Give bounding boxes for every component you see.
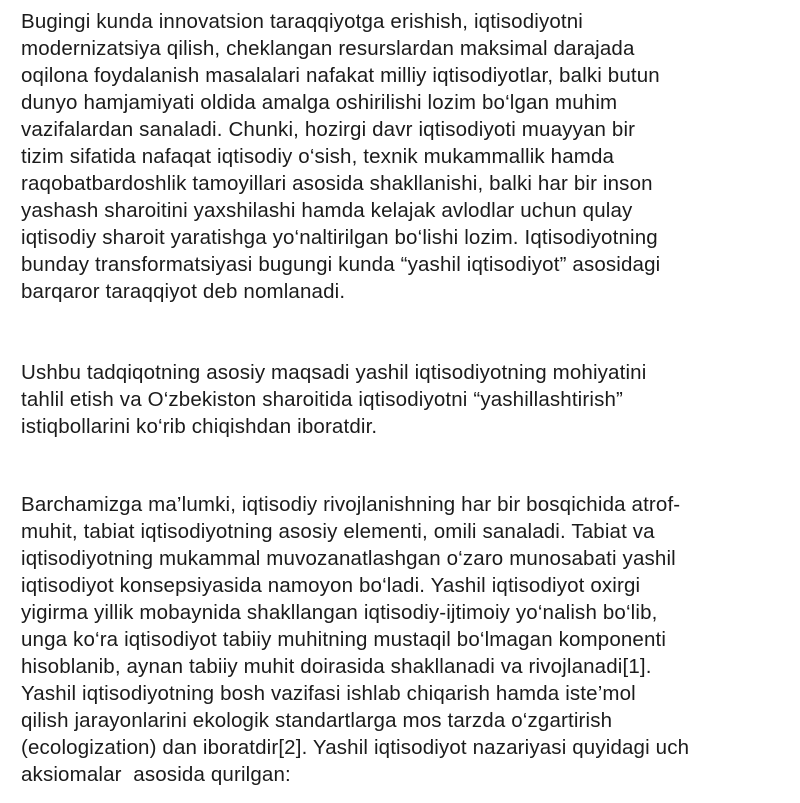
text-line: hisoblanib, aynan tabiiy muhit doirasida shakllanadi va rivojlanadi[1].: [21, 655, 652, 678]
text-line: iqtisodiyotning mukammal muvozanatlashgan o‘zaro munosabati yashil: [21, 547, 676, 570]
text-line: yigirma yillik mobaynida shakllangan iqtisodiy-ijtimoiy yo‘nalish bo‘lib,: [21, 601, 658, 624]
text-line: qilish jarayonlarini ekologik standartlarga mos tarzda o‘zgartirish: [21, 709, 613, 732]
text-line: muhit, tabiat iqtisodiyotning asosiy elementi, omili sanaladi. Tabiat va: [21, 520, 655, 543]
text-line: barqaror taraqqiyot deb nomlanadi.: [21, 280, 346, 303]
text-line: (ecologization) dan iboratdir[2]. Yashil iqtisodiyot nazariyasi quyidagi uch: [21, 736, 690, 759]
text-line: tizim sifatida nafaqat iqtisodiy o‘sish, texnik mukammallik hamda: [21, 145, 615, 168]
text-line: bunday transformatsiyasi bugungi kunda “yashil iqtisodiyot” asosidagi: [21, 253, 661, 276]
text-line: yashash sharoitini yaxshilashi hamda kelajak avlodlar uchun qulay: [21, 199, 633, 222]
text-line: oqilona foydalanish masalalari nafakat milliy iqtisodiyotlar, balki butun: [21, 64, 660, 87]
text-line: Ushbu tadqiqotning asosiy maqsadi yashil iqtisodiyotning mohiyatini: [21, 361, 647, 384]
text-line: aksiomalar asosida qurilgan:: [21, 763, 291, 786]
text-line: Bugingi kunda innovatsion taraqqiyotga erishish, iqtisodiyotni: [21, 10, 584, 33]
text-line: unga ko‘ra iqtisodiyot tabiiy muhitning mustaqil bo‘lmagan komponenti: [21, 628, 667, 651]
text-line: Barchamizga ma’lumki, iqtisodiy rivojlanishning har bir bosqichida atrof-: [21, 493, 681, 516]
text-line: modernizatsiya qilish, cheklangan resurslardan maksimal darajada: [21, 37, 635, 60]
text-line: vazifalardan sanaladi. Chunki, hozirgi davr iqtisodiyoti muayyan bir: [21, 118, 636, 141]
text-line: Yashil iqtisodiyotning bosh vazifasi ishlab chiqarish hamda iste’mol: [21, 682, 636, 705]
text-line: dunyo hamjamiyati oldida amalga oshirilishi lozim bo‘lgan muhim: [21, 91, 618, 114]
text-line: istiqbollarini ko‘rib chiqishdan iboratdir.: [21, 415, 378, 438]
text-line: iqtisodiyot konsepsiyasida namoyon bo‘ladi. Yashil iqtisodiyot oxirgi: [21, 574, 641, 597]
text-line: raqobatbardoshlik tamoyillari asosida shakllanishi, balki har bir inson: [21, 172, 653, 195]
text-line: tahlil etish va O‘zbekiston sharoitida iqtisodiyotni “yashillashtirish”: [21, 388, 623, 411]
text-line: iqtisodiy sharoit yaratishga yo‘naltirilgan bo‘lishi lozim. Iqtisodiyotning: [21, 226, 658, 249]
